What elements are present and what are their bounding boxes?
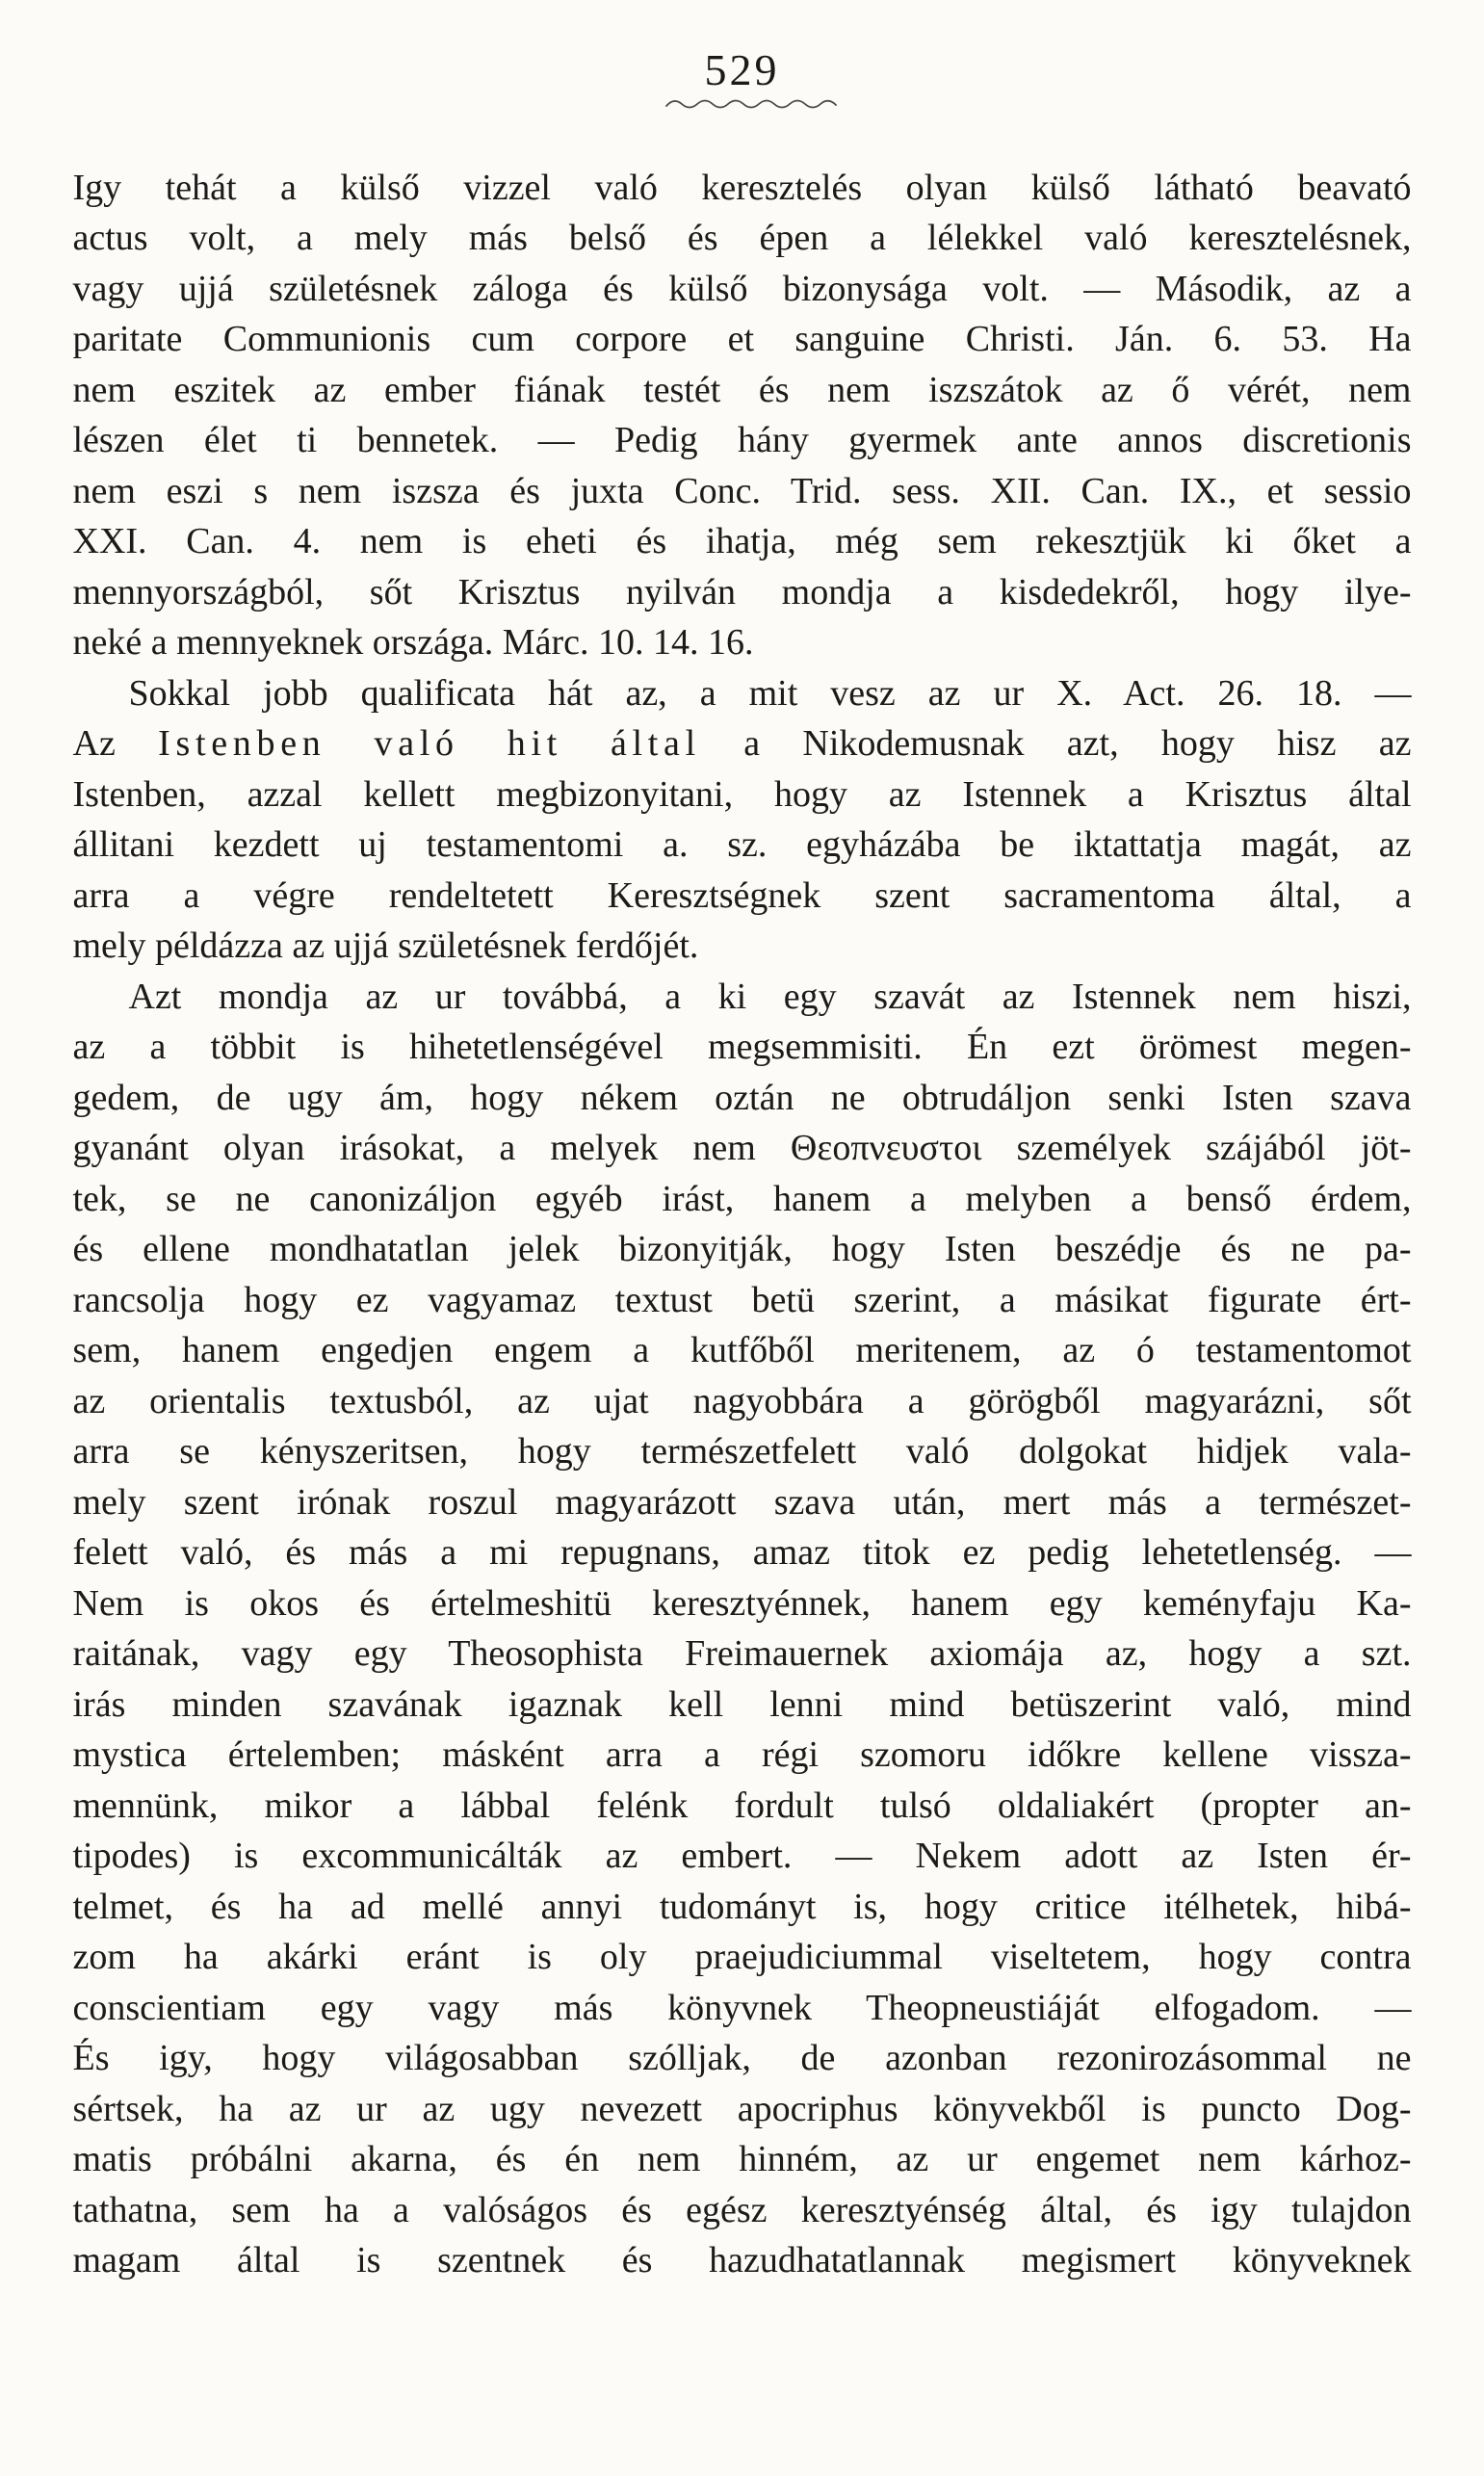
text-line: tathatna, sem ha a valóságos és egész keresztyénség által, és igy tulajdon	[72, 2189, 1412, 2230]
text-line: Igy tehát a külső vizzel való keresztelés olyan külső látható beavató	[72, 167, 1412, 208]
text-line: tek, se ne canonizáljon egyéb irást, hanem a melyben a benső érdem,	[72, 1178, 1412, 1219]
text-line: felett való, és más a mi repugnans, amaz titok ez pedig lehetetlenség. —	[72, 1532, 1412, 1574]
text-line: nem eszi s nem iszsza és juxta Conc. Trid. sess. XII. Can. IX., et sessio	[72, 470, 1412, 511]
text-line: És igy, hogy világosabban szólljak, de azonban rezonirozásommal ne	[72, 2038, 1412, 2079]
text-line: telmet, és ha ad mellé annyi tudományt is, hogy critice itélhetek, hibá-	[72, 1886, 1412, 1927]
text-line: paritate Communionis cum corpore et sanguine Christi. Ján. 6. 53. Ha	[72, 319, 1412, 360]
text-line: tipodes) is excommunicálták az embert. — Nekem adott az Isten ér-	[72, 1836, 1412, 1877]
text-line: mennünk, mikor a lábbal felénk fordult tulsó oldaliakért (propter an-	[72, 1785, 1412, 1826]
text-line: neké a mennyeknek országa. Márc. 10. 14. 16.	[72, 622, 754, 664]
text-line: raitának, vagy egy Theosophista Freimauernek axiomája az, hogy a szt.	[72, 1633, 1412, 1675]
text-line: conscientiam egy vagy más könyvnek Theopneustiáját elfogadom. —	[72, 1987, 1412, 2028]
text-line: magam által is szentnek és hazudhatatlannak megismert könyveknek	[72, 2240, 1412, 2281]
text-line: irás minden szavának igaznak kell lenni mind betüszerint való, mind	[72, 1683, 1412, 1725]
text-line: Istenben, azzal kellett megbizonyitani, hogy az Istennek a Krisztus által	[72, 773, 1412, 815]
text-segment: Az	[72, 723, 159, 765]
text-line: gedem, de ugy ám, hogy nékem oztán ne obtrudáljon senki Isten szava	[72, 1077, 1412, 1118]
text-line: az a többit is hihetetlenségével megsemmisiti. Én ezt örömest megen-	[72, 1027, 1412, 1068]
text-line: arra a végre rendeltetett Keresztségnek szent sacramentoma által, a	[72, 874, 1412, 916]
text-line	[73, 718, 1412, 769]
page-number: 529	[704, 45, 780, 94]
text-line: az orientalis textusból, az ujat nagyobbára a görögből magyarázni, sőt	[72, 1380, 1412, 1421]
text-line: lészen élet ti bennetek. — Pedig hány gyermek ante annos discretionis	[72, 420, 1412, 461]
text-line: mely példázza az ujjá születésnek ferdőjét.	[72, 925, 699, 967]
text-line: arra se kényszeritsen, hogy természetfelett való dolgokat hidjek vala-	[72, 1431, 1412, 1473]
page-header	[0, 0, 1484, 113]
text-line: sértsek, ha az ur az ugy nevezett apocriphus könyvekből is puncto Dog-	[72, 2088, 1412, 2129]
text-line: mystica értelemben; másként arra a régi szomoru időkre kellene vissza-	[72, 1734, 1412, 1776]
text-line: vagy ujjá születésnek záloga és külső bizonysága volt. — Második, az a	[72, 268, 1412, 309]
text-line: actus volt, a mely más belső és épen a lélekkel való keresztelésnek,	[72, 218, 1412, 259]
text-line: és ellene mondhatatlan jelek bizonyitják, hogy Isten beszédje és ne pa-	[72, 1229, 1412, 1270]
text-line: mely szent irónak roszul magyarázott szava után, mert más a természet-	[72, 1481, 1412, 1523]
text-line: zom ha akárki eránt is oly praejudiciummal viseltetem, hogy contra	[72, 1937, 1412, 1978]
wavy-rule-icon	[664, 95, 852, 113]
text-line: rancsolja hogy ez vagyamaz textust betü szerint, a másikat figurate ért-	[72, 1279, 1412, 1320]
text-line: állitani kezdett uj testamentomi a. sz. egyházába be iktattatja magát, az	[72, 824, 1412, 866]
text-line: nem eszitek az ember fiának testét és nem iszszátok az ő vérét, nem	[72, 369, 1412, 410]
text-line: gyanánt olyan irásokat, a melyek nem Θεοπνευστοι személyek szájából jöt-	[72, 1128, 1412, 1169]
text-line: mennyországból, sőt Krisztus nyilván mondja a kisdedekről, hogy ilye-	[72, 571, 1412, 612]
text-segment: a Nikodemusnak azt, hogy hisz az	[700, 723, 1412, 765]
emphasized-text: Istenben való hit által	[158, 723, 701, 765]
text-line: Sokkal jobb qualificata hát az, a mit vesz az ur X. Act. 26. 18. —	[128, 672, 1412, 714]
text-line: XXI. Can. 4. nem is eheti és ihatja, még sem rekesztjük ki őket a	[72, 521, 1412, 562]
text-line: matis próbálni akarna, és én nem hinném, az ur engemet nem kárhoz-	[72, 2139, 1412, 2180]
text-line: Nem is okos és értelmeshitü keresztyénnek, hanem egy keményfaju Ka-	[72, 1582, 1412, 1624]
text-line: sem, hanem engedjen engem a kutfőből meritenem, az ó testamentomot	[72, 1330, 1412, 1371]
text-line: Azt mondja az ur továbbá, a ki egy szavát az Istennek nem hiszi,	[128, 976, 1412, 1017]
body-text	[73, 163, 1412, 2286]
